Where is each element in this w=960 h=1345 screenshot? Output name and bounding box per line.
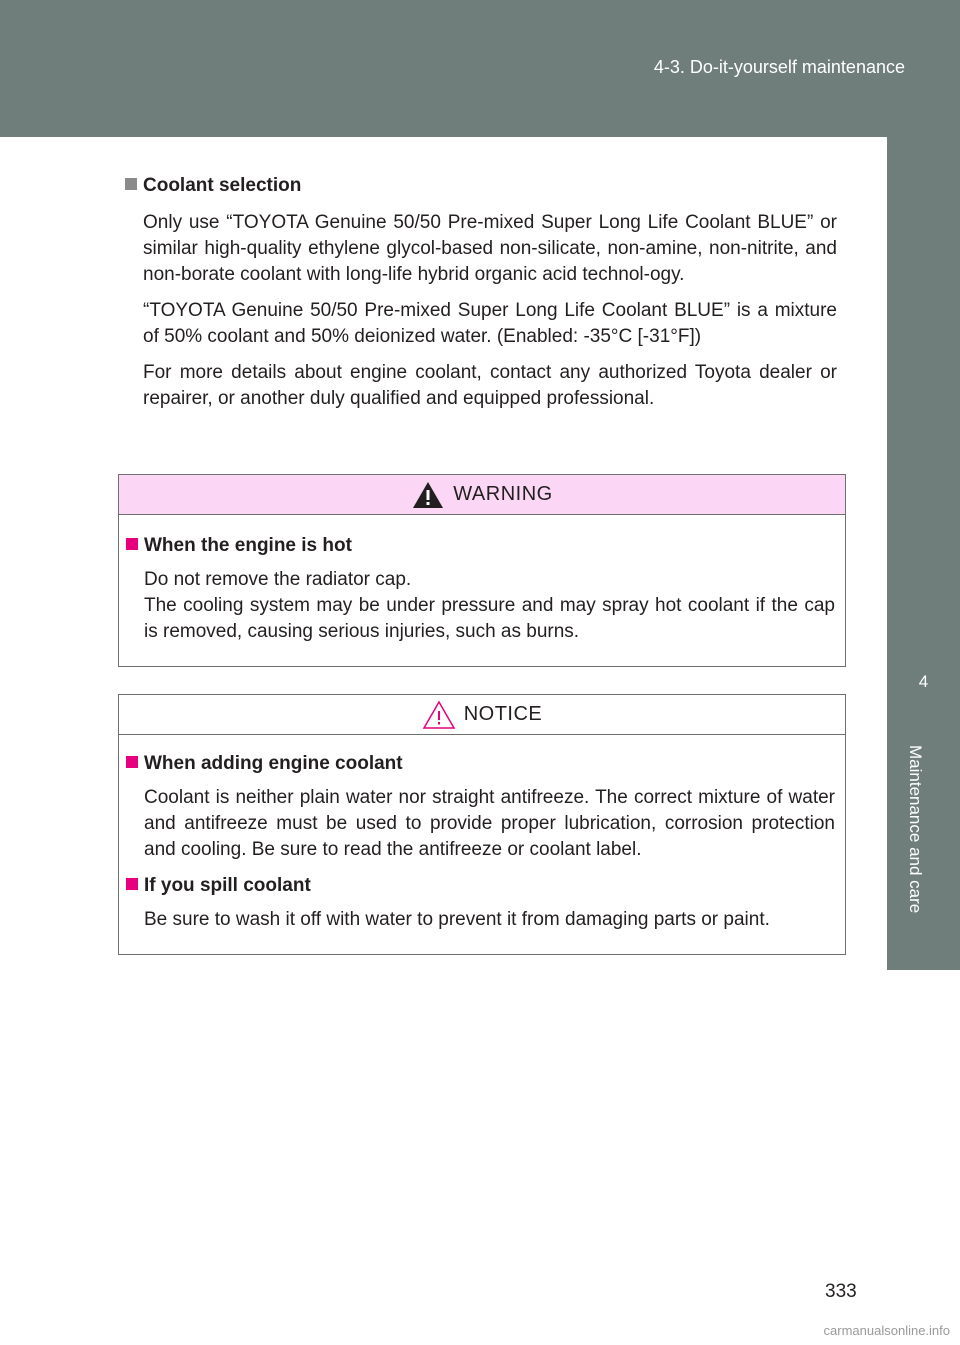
warning-box [118, 474, 846, 667]
page-header [0, 0, 960, 137]
coolant-paragraph: For more details about engine coolant, contact any authorized Toyota dealer or repairer, or another duly qualified and equipped professional. [143, 362, 837, 409]
page-number: 333 [825, 1281, 857, 1302]
square-bullet-icon [126, 538, 138, 550]
square-bullet-icon [125, 178, 137, 190]
section-title: 4-3. Do-it-yourself maintenance [653, 57, 905, 77]
coolant-paragraph: Only use “TOYOTA Genuine 50/50 Pre-mixed Super Long Life Coolant BLUE” or similar high-quality ethylene glycol-based non-silicate, non-amine, non-nitrite, and non-borate coolant with long-life hybrid organic acid technol-ogy. [143, 212, 837, 285]
notice-body [119, 735, 845, 955]
caution-triangle-icon [422, 700, 456, 730]
square-bullet-icon [126, 878, 138, 890]
notice-item-text: Be sure to wash it off with water to prevent it from damaging parts or paint. [144, 909, 770, 930]
coolant-section [125, 172, 837, 412]
side-tab-number: 4 [918, 672, 929, 691]
warning-text: Do not remove the radiator cap. The cooling system may be under pressure and may spray hot coolant if the cap is removed, causing serious injuries, such as burns. [144, 569, 835, 642]
warning-item-heading: When the engine is hot [126, 533, 835, 559]
watermark: carmanualsonline.info [823, 1323, 950, 1338]
notice-title: NOTICE [463, 703, 543, 725]
notice-header [119, 695, 845, 735]
coolant-heading: Coolant selection [125, 172, 837, 200]
warning-title: WARNING [453, 483, 553, 505]
side-tab-label: Maintenance and care [906, 745, 925, 914]
notice-item-heading: When adding engine coolant [126, 751, 835, 777]
notice-item-heading: If you spill coolant [126, 873, 835, 899]
warning-header [119, 475, 845, 515]
notice-box [118, 694, 846, 955]
coolant-paragraph: “TOYOTA Genuine 50/50 Pre-mixed Super Long Life Coolant BLUE” is a mixture of 50% coolant and 50% deionized water. (Enabled: -35°C [-31°F]) [143, 300, 837, 347]
warning-triangle-icon [411, 480, 445, 510]
square-bullet-icon [126, 756, 138, 768]
notice-item-text: Coolant is neither plain water nor straight antifreeze. The correct mixture of water and antifreeze must be used to provide proper lubrication, corrosion protection and cooling. Be sure to read the antifreeze or coolant label. [144, 787, 835, 860]
warning-body [119, 515, 845, 667]
